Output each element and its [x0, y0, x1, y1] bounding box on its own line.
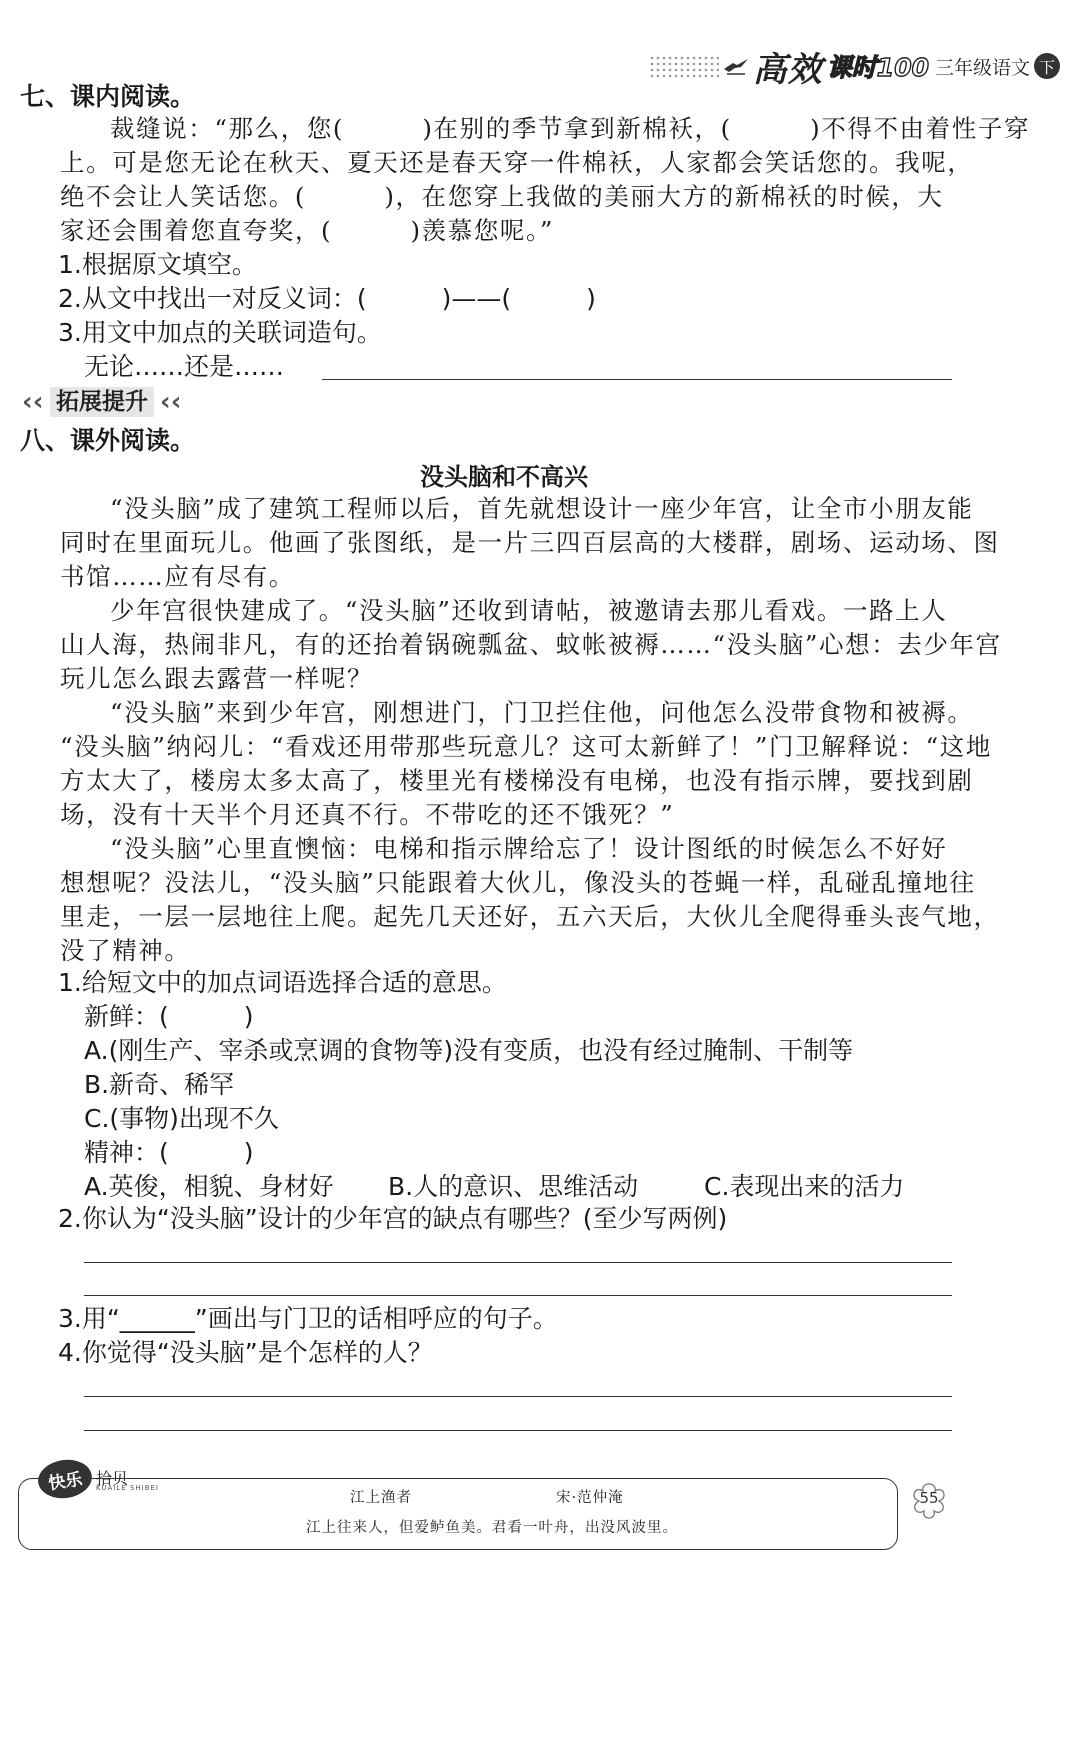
section-banner	[20, 387, 184, 417]
section8-question-2: 2.你认为“没头脑”设计的少年宫的缺点有哪些？(至少写两例)	[58, 1204, 728, 1233]
page-header	[649, 44, 1060, 88]
header-course: 课时100	[826, 53, 929, 82]
story-line: 同时在里面玩儿。他画了张图纸，是一片三四百层高的大楼群，剧场、运动场、图	[60, 528, 1000, 557]
answer-line[interactable]	[84, 1262, 952, 1263]
section8-title: 八、课外阅读。	[20, 426, 196, 455]
story-line: 里走，一层一层地往上爬。起先几天还好，五六天后，大伙儿全爬得垂头丧气地，	[60, 902, 1000, 931]
section8-question-1: 1.给短文中的加点词语选择合适的意思。	[58, 968, 507, 997]
section7-question-2: 2.从文中找出一对反义词：( )——( )	[58, 284, 596, 313]
answer-line[interactable]	[84, 1396, 952, 1397]
q1-word-1: 新鲜：( )	[84, 1002, 254, 1031]
q1-option[interactable]: B.人的意识、思维活动	[388, 1172, 639, 1201]
story-line: “没头脑”心里直懊恼：电梯和指示牌给忘了！设计图纸的时候怎么不好好	[110, 834, 948, 863]
story-line: “没头脑”来到少年宫，刚想进门，门卫拦住他，问他怎么没带食物和被褥。	[110, 698, 974, 727]
banner-label: 拓展提升	[50, 387, 154, 417]
section7-passage-line: 家还会围着您直夸奖，( )羡慕您呢。”	[60, 216, 554, 245]
answer-line[interactable]	[84, 1295, 952, 1296]
section7-passage-line: 绝不会让人笑话您。( )，在您穿上我做的美丽大方的新棉袄的时候，大	[60, 182, 944, 211]
section7-passage-line: 裁缝说：“那么，您( )在别的季节拿到新棉袄，( )不得不由着性子穿	[110, 114, 1031, 143]
story-line: 场，没有十天半个月还真不行。不带吃的还不饿死？”	[60, 800, 675, 829]
q1-option[interactable]: A.(刚生产、宰杀或烹调的食物等)没有变质，也没有经过腌制、干制等	[84, 1036, 854, 1065]
story-line: 方太大了，楼房太多太高了，楼里光有楼梯没有电梯，也没有指示牌，要找到剧	[60, 766, 974, 795]
story-line: 想想呢？没法儿，“没头脑”只能跟着大伙儿，像没头的苍蝇一样，乱碰乱撞地往	[60, 868, 976, 897]
story-line: “没头脑”纳闷儿：“看戏还用带那些玩意儿？这可太新鲜了！”门卫解释说：“这地	[60, 732, 992, 761]
answer-line[interactable]	[322, 379, 952, 380]
section7-title: 七、课内阅读。	[20, 82, 196, 111]
story-line: 山人海，热闹非凡，有的还抬着锅碗瓢盆、蚊帐被褥……“没头脑”心想：去少年宫	[60, 630, 1002, 659]
q1-option[interactable]: C.(事物)出现不久	[84, 1104, 279, 1133]
section7-q3-prompt: 无论……还是……	[84, 352, 285, 381]
header-grade: 三年级语文	[934, 56, 1030, 79]
section7-passage-line: 上。可是您无论在秋天、夏天还是春天穿一件棉袄，人家都会笑话您的。我呢，	[60, 148, 974, 177]
story-line: 书馆……应有尽有。	[60, 562, 295, 591]
story-title: 没头脑和不高兴	[420, 463, 588, 491]
poem-title: 江上渔者	[350, 1490, 412, 1506]
header-brand: 高效	[752, 49, 823, 90]
footer-badge: 快乐	[36, 1456, 95, 1501]
q1-word-2: 精神：( )	[84, 1138, 254, 1167]
q1-option[interactable]: A.英俊，相貌、身材好	[84, 1172, 334, 1201]
section7-question-3: 3.用文中加点的关联词造句。	[58, 318, 382, 347]
page-number	[906, 1478, 952, 1524]
story-line: 没了精神。	[60, 936, 191, 965]
section8-question-4: 4.你觉得“没头脑”是个怎样的人？	[58, 1338, 433, 1367]
q1-option[interactable]: C.表现出来的活力	[704, 1172, 905, 1201]
story-line: 少年宫很快建成了。“没头脑”还收到请帖，被邀请去那儿看戏。一路上人	[110, 596, 948, 625]
story-line: 玩儿怎么跟去露营一样呢？	[60, 664, 374, 693]
header-dot-pattern	[649, 55, 719, 77]
poem-text: 江上往来人，但爱鲈鱼美。君看一叶舟，出没风波里。	[306, 1520, 678, 1536]
answer-line[interactable]	[84, 1430, 952, 1431]
section8-question-3: 3.用“______”画出与门卫的话相呼应的句子。	[58, 1304, 558, 1333]
eagle-logo-icon	[723, 55, 749, 77]
section7-question-1: 1.根据原文填空。	[58, 250, 257, 279]
footer-label: 拾贝	[96, 1469, 129, 1488]
header-volume-badge: 下	[1034, 53, 1060, 79]
chevron-left-icon: ‹‹	[160, 387, 182, 417]
footer-label-sub: KUAILE SHIBEI	[96, 1484, 159, 1492]
story-line: “没头脑”成了建筑工程师以后，首先就想设计一座少年宫，让全市小朋友能	[110, 494, 974, 523]
poem-author: 宋·范仲淹	[556, 1490, 624, 1506]
page-number-label: 55	[919, 1489, 939, 1507]
chevron-left-icon: ‹‹	[22, 387, 44, 417]
q1-option[interactable]: B.新奇、稀罕	[84, 1070, 235, 1099]
